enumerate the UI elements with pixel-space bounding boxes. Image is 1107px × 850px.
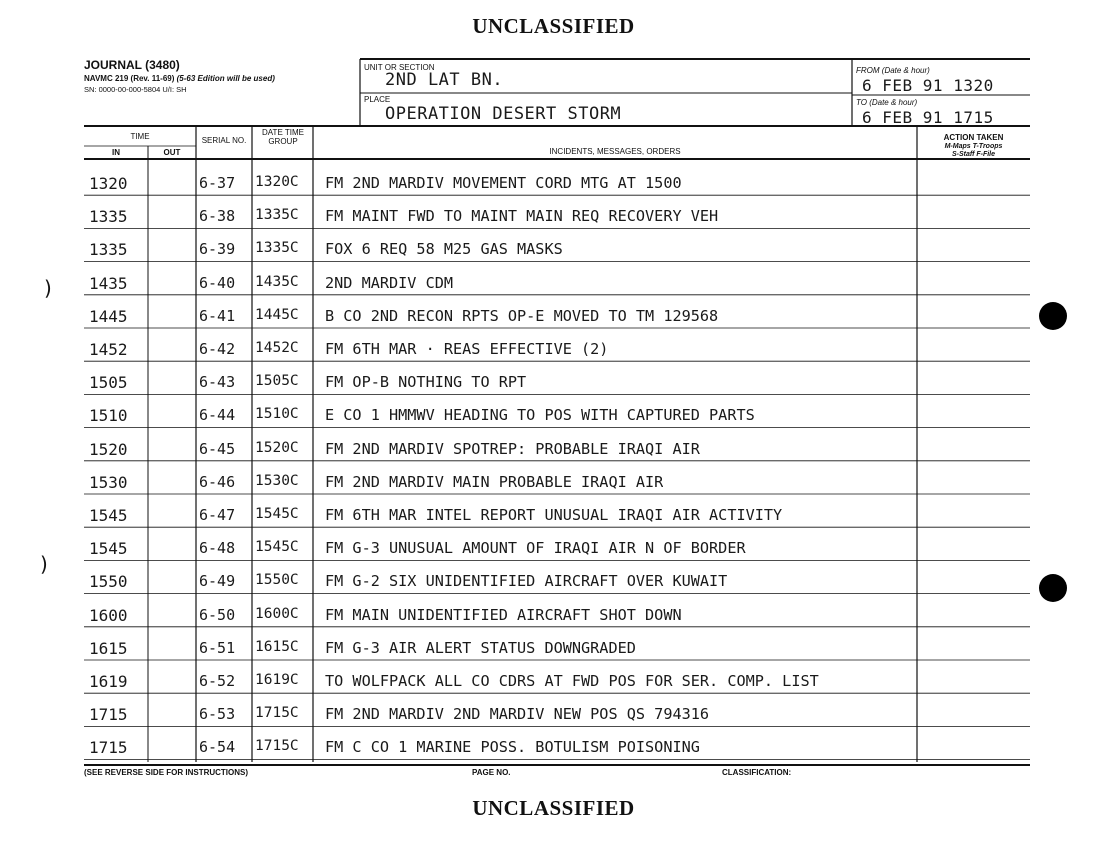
- unit-value: 2ND LAT BN.: [385, 70, 504, 90]
- row-dtg: 1615C: [255, 638, 299, 655]
- row-time-in: 1335: [89, 240, 128, 260]
- row-time-in: 1435: [89, 273, 128, 293]
- form-sn: SN: 0000-00-000-5804 U/I: SH: [84, 85, 187, 94]
- row-incident-text: FM G-2 SIX UNIDENTIFIED AIRCRAFT OVER KUWAIT: [325, 572, 728, 591]
- row-serial: 6-46: [199, 472, 236, 491]
- row-incident-text: FM 2ND MARDIV SPOTREP: PROBABLE IRAQI AIR: [325, 439, 700, 458]
- punch-hole-lower: [1039, 574, 1067, 602]
- row-serial: 6-38: [199, 207, 236, 226]
- row-serial: 6-51: [199, 638, 236, 657]
- from-label: FROM (Date & hour): [856, 66, 930, 75]
- row-incident-text: FM MAIN UNIDENTIFIED AIRCRAFT SHOT DOWN: [325, 605, 682, 624]
- row-time-in: 1445: [89, 306, 128, 326]
- col-action: ACTION TAKEN: [943, 133, 1004, 142]
- row-serial: 6-47: [199, 506, 236, 524]
- row-dtg: 1335C: [255, 207, 299, 224]
- col-in: IN: [112, 148, 120, 157]
- row-incident-text: FM 2ND MARDIV MAIN PROBABLE IRAQI AIR: [325, 472, 664, 491]
- row-time-in: 1530: [89, 472, 128, 492]
- row-time-in: 1715: [89, 738, 128, 758]
- row-incident-text: FM OP-B NOTHING TO RPT: [325, 373, 527, 392]
- row-serial: 6-53: [199, 705, 236, 724]
- row-incident-text: FOX 6 REQ 58 M25 GAS MASKS: [325, 240, 563, 259]
- row-time-in: 1619: [89, 672, 128, 691]
- row-serial: 6-48: [199, 539, 236, 558]
- row-serial: 6-54: [199, 738, 236, 757]
- col-incidents: INCIDENTS, MESSAGES, ORDERS: [549, 147, 681, 156]
- row-dtg: 1435C: [255, 273, 299, 290]
- punch-hole-upper: [1039, 302, 1067, 330]
- row-dtg: 1545C: [255, 539, 299, 556]
- row-incident-text: TO WOLFPACK ALL CO CDRS AT FWD POS FOR SER. COMP. LIST: [325, 672, 819, 690]
- row-dtg: 1452C: [255, 340, 299, 356]
- margin-mark-upper: ): [44, 276, 52, 300]
- row-incident-text: B CO 2ND RECON RPTS OP-E MOVED TO TM 129568: [325, 306, 719, 325]
- row-dtg: 1550C: [255, 572, 299, 589]
- row-time-in: 1550: [89, 572, 128, 592]
- row-serial: 6-37: [199, 174, 236, 192]
- row-serial: 6-52: [199, 672, 236, 690]
- row-dtg: 1545C: [255, 506, 299, 522]
- row-incident-text: FM MAINT FWD TO MAINT MAIN REQ RECOVERY VEH: [325, 207, 719, 226]
- from-value: 6 FEB 91 1320: [862, 76, 994, 95]
- edition-note: (5-63 Edition will be used): [176, 74, 275, 83]
- row-incident-text: FM C CO 1 MARINE POSS. BOTULISM POISONING: [325, 738, 700, 757]
- row-serial: 6-42: [199, 340, 236, 358]
- to-label: TO (Date & hour): [856, 98, 918, 107]
- row-dtg: 1510C: [255, 406, 299, 423]
- row-incident-text: FM G-3 AIR ALERT STATUS DOWNGRADED: [325, 638, 636, 657]
- row-serial: 6-44: [199, 406, 236, 425]
- row-dtg: 1530C: [255, 472, 299, 489]
- row-incident-text: FM 6TH MAR INTEL REPORT UNUSUAL IRAQI AIR ACTIVITY: [325, 506, 783, 524]
- row-time-in: 1520: [89, 439, 128, 459]
- row-serial: 6-43: [199, 373, 236, 392]
- row-time-in: 1505: [89, 373, 128, 393]
- row-time-in: 1452: [89, 340, 128, 359]
- row-dtg: 1335C: [255, 240, 299, 257]
- row-dtg: 1505C: [255, 373, 299, 390]
- to-value: 6 FEB 91 1715: [862, 108, 994, 127]
- row-incident-text: FM G-3 UNUSUAL AMOUNT OF IRAQI AIR N OF BORDER: [325, 539, 746, 558]
- form-number: NAVMC 219 (Rev. 11-69): [84, 74, 175, 83]
- row-serial: 6-49: [199, 572, 236, 591]
- row-dtg: 1445C: [255, 306, 299, 323]
- col-action-codes-1: M-Maps T-Troops: [944, 143, 1003, 150]
- col-serial: SERIAL NO.: [201, 136, 247, 145]
- row-dtg: 1600C: [255, 605, 299, 622]
- col-dtg: DATE TIME GROUP: [262, 128, 304, 146]
- row-incident-text: FM 2ND MARDIV 2ND MARDIV NEW POS QS 794316: [325, 705, 710, 724]
- form-title: JOURNAL (3480): [84, 58, 180, 72]
- footer-instructions: (SEE REVERSE SIDE FOR INSTRUCTIONS): [84, 768, 249, 777]
- row-serial: 6-40: [199, 273, 236, 292]
- row-time-in: 1615: [89, 638, 128, 658]
- row-dtg: 1619C: [255, 672, 299, 688]
- row-time-in: 1335: [89, 207, 128, 227]
- row-dtg: 1320C: [255, 174, 299, 190]
- place-value: OPERATION DESERT STORM: [385, 104, 622, 124]
- footer-page-no: PAGE NO.: [472, 768, 511, 777]
- row-incident-text: E CO 1 HMMWV HEADING TO POS WITH CAPTURED PARTS: [325, 406, 755, 425]
- row-time-in: 1600: [89, 605, 128, 625]
- row-time-in: 1320: [89, 174, 128, 193]
- col-out: OUT: [163, 148, 181, 157]
- row-dtg: 1715C: [255, 705, 299, 722]
- row-time-in: 1545: [89, 539, 128, 559]
- row-serial: 6-45: [199, 439, 236, 458]
- row-time-in: 1510: [89, 406, 128, 426]
- col-time: TIME: [130, 132, 150, 141]
- col-action-codes-2: S-Staff F-File: [951, 151, 996, 158]
- row-dtg: 1520C: [255, 439, 299, 456]
- row-incident-text: FM 2ND MARDIV MOVEMENT CORD MTG AT 1500: [325, 174, 682, 192]
- footer-classification: CLASSIFICATION:: [722, 768, 792, 777]
- classification-banner-top: UNCLASSIFIED: [472, 14, 635, 38]
- row-time-in: 1715: [89, 705, 128, 725]
- row-serial: 6-39: [199, 240, 236, 259]
- margin-mark-lower: ): [40, 552, 48, 576]
- row-dtg: 1715C: [255, 738, 299, 755]
- row-time-in: 1545: [89, 506, 128, 525]
- row-incident-text: 2ND MARDIV CDM: [325, 273, 454, 292]
- row-serial: 6-41: [199, 306, 236, 325]
- classification-banner-bottom: UNCLASSIFIED: [472, 796, 635, 820]
- place-label: PLACE: [364, 95, 391, 104]
- unit-label: UNIT OR SECTION: [364, 63, 435, 72]
- row-serial: 6-50: [199, 605, 236, 624]
- row-incident-text: FM 6TH MAR · REAS EFFECTIVE (2): [325, 340, 609, 358]
